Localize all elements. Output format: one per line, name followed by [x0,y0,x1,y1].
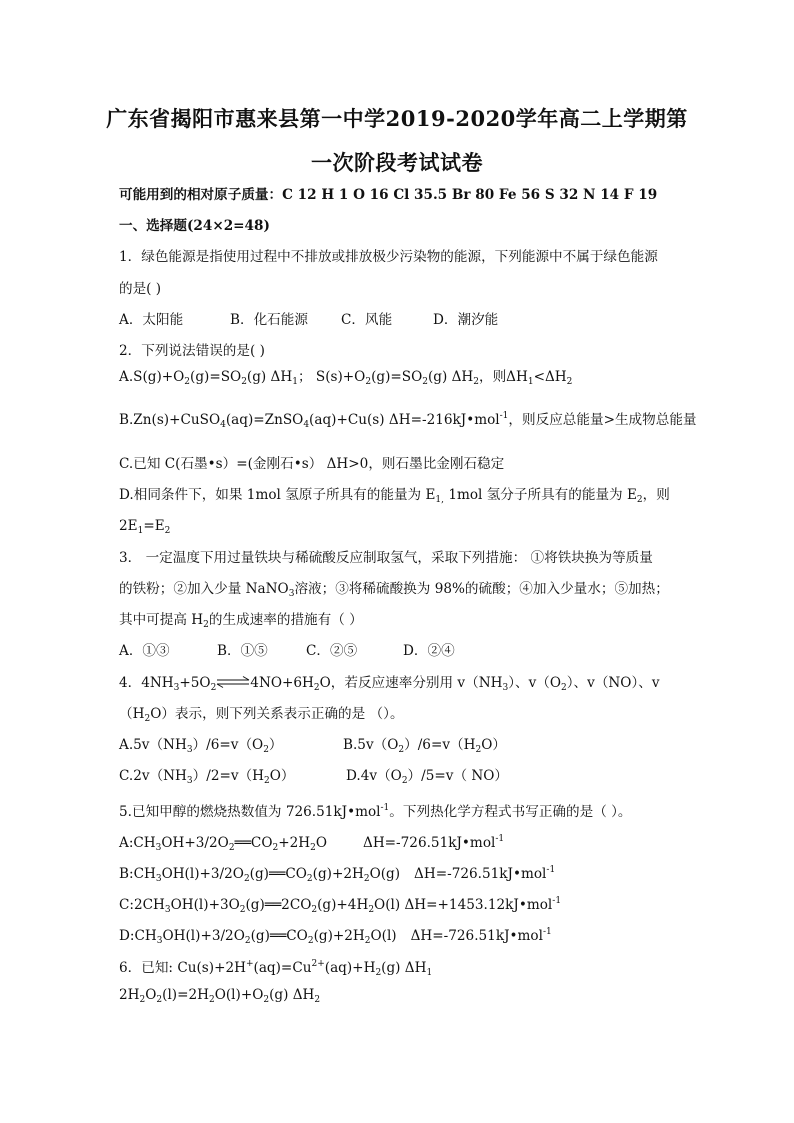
q2-option-d-line1: D.相同条件下，如果 1mol 氢原子所具有的能量为 $E_{1,}$ 1mol 氢分子所具有的能量为 $E_2$，则 [119,487,670,505]
q2-stem: 2．下列说法错误的是( ) [119,343,265,359]
exam-title-line2: 一次阶段考试试卷 [311,150,483,175]
q2-option-b: B.Zn(s)+CuSO$_4$(aq)=ZnSO$_4$(aq)+Cu(s) ΔH=-216kJ•mol$^{-1}$，则反应总能量>生成物总能量 [119,411,697,430]
q3-option-b: B．①⑤ [217,643,268,659]
q4-stem-line2: $(H_2O)$表示，则下列关系表示正确的是 （）。 [119,706,404,724]
q2-option-c: C.已知 C(石墨•s）=(金刚石•s） ΔH>0，则石墨比金刚石稳定 [119,456,505,472]
section-heading: 一、选择题(24×2=48) [119,218,270,234]
q1-options [119,311,498,329]
q6-line1: 6．已知: $Cu(s)+2H^+(aq)=Cu^{2+}(aq)+H_2(g)$ $\Delta H_1$ [119,959,433,978]
q3-option-d: D．②④ [403,643,455,659]
q3-stem-line2: 的铁粉；②加入少量 NaNO$_3$溶液；③将稀硫酸换为 98%的硫酸；④加入少量水；⑤加热； [119,581,669,599]
exam-title-line1: 广东省揭阳市惠来县第一中学2019-2020学年高二上学期第 [106,106,688,131]
q6-line2: $2H_2O_2(l)=2H_2O(l)+O_2(g)$ $\Delta H_2$ [119,987,321,1005]
q4-option-a: $A.5v(NH_3)/6=v(O_2)$ [119,737,283,755]
q5-option-c: $C:2CH_3OH(l)+3O_2(g)══2CO_2(g)+4H_2O(l)$ ΔH=+1453.12kJ•mol$^{-1}$ [119,896,562,915]
q2-option-a: $A.S(g)+O_2(g)=SO_2(g)$ $\Delta H_1$； $S(s)+O_2(g)=SO_2(g)$ $\Delta H_2$，则$\Delta H_1<\Delta H_2$ [119,369,573,387]
q3-stem-line1: 3． 一定温度下用过量铁块与稀硫酸反应制取氢气，采取下列措施： ①将铁块换为等质量 [119,550,653,566]
q4-option-c: $C.2v(NH_3)/2=v(H_2O)$ [119,768,295,786]
q5-stem: 5.已知甲醇的燃烧热数值为 726.51kJ•mol$^{-1}$。下列热化学方程式书写正确的是（ ）。 [119,803,632,820]
q3-option-a: A．①③ [119,643,170,659]
atomic-mass-note: 可能用到的相对原子质量：C 12 H 1 O 16 Cl 35.5 Br 80 Fe 56 S 32 N 14 F 19 [119,187,658,203]
q5-option-a: $A:CH_3OH+3/2O_2══CO_2+2H_2O$ ΔH=-726.51kJ•mol$^{-1}$ [119,834,505,853]
q1-stem-line1: 1．绿色能源是指使用过程中不排放或排放极少污染物的能源，下列能源中不属于绿色能源 [119,249,658,265]
q5-option-d: $D:CH_3OH(l)+3/2O_2(g)══CO_2(g)+2H_2O(l)$ ΔH=-726.51kJ•mol$^{-1}$ [119,927,552,946]
q4-option-b: $B.5v(O_2)/6=v(H_2O)$ [343,737,506,755]
q1-option-c: C．风能 [341,312,393,328]
q4-stem-line1: 4．$4NH_3+5O_2$ $4NO+6H_2O$，若反应速率分别用 $v(NH_3)$、$v(O_2)$、v（NO）、v [119,675,660,693]
q5-option-b: $B:CH_3OH(l)+3/2O_2(g)══CO_2(g)+2H_2O(g)$ ΔH=-726.51kJ•mol$^{-1}$ [119,865,556,884]
q3-stem-line3: 其中可提高 $H_2$的生成速率的措施有（ ） [119,612,363,630]
q3-options [119,642,455,660]
q1-stem-line2: 的是( ) [119,281,162,297]
q3-option-c: C．②⑤ [306,643,358,659]
q2-option-d-line2: $2E_1=E_2$ [119,518,171,536]
q1-option-a: A．太阳能 [119,312,184,328]
q1-option-d: D．潮汐能 [433,312,499,328]
q1-option-b: B．化石能源 [230,312,308,328]
q4-option-d: $D.4v(O_2)/5=v$（ NO） [346,768,508,786]
equilibrium-arrow-icon [216,676,250,688]
